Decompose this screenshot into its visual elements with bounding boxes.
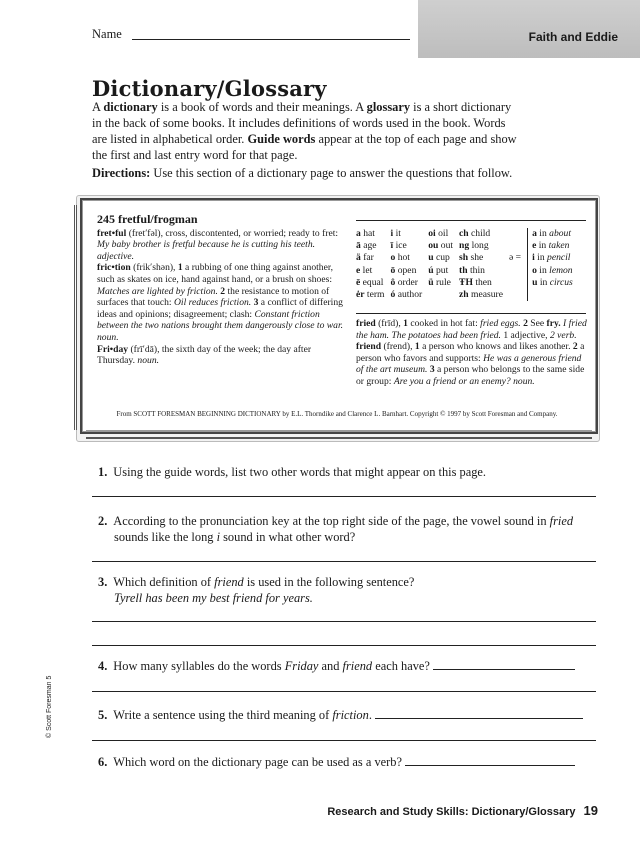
- key-row: [356, 228, 579, 240]
- schwa-symbol: [509, 277, 528, 289]
- key-cell: oi oil: [428, 228, 449, 239]
- schwa-symbol: [509, 289, 528, 301]
- key-rule-top: [356, 220, 586, 221]
- header-tab: [418, 0, 640, 58]
- key-cell: ú put: [428, 264, 449, 276]
- key-row: [356, 240, 579, 252]
- schwa-cell: e in taken: [528, 240, 579, 252]
- schwa-cell: o in lemon: [528, 265, 579, 277]
- answer-line-3a[interactable]: [92, 621, 596, 622]
- schwa-symbol: ə =: [509, 252, 522, 264]
- question-2: 2. According to the pronunciation key at the top right side of the page, the vowel sound in fried sounds like the long i sound in what other word?: [98, 514, 574, 544]
- schwa-cell: a in about: [528, 228, 579, 240]
- directions: Directions: Use this section of a dictionary page to answer the questions that follow.: [92, 166, 513, 180]
- key-cell: ou out: [428, 240, 454, 252]
- key-cell: ē equal: [356, 276, 384, 288]
- name-label: Name: [92, 27, 122, 41]
- key-cell: ėr term: [356, 289, 385, 301]
- key-cell: ī ice: [390, 240, 407, 252]
- key-cell: ä far: [356, 252, 374, 264]
- side-credit: © Scott Foresman 5: [46, 675, 53, 738]
- page-number: 19: [583, 803, 598, 818]
- key-cell: ch child: [459, 228, 491, 239]
- dictionary-left-column: [97, 214, 345, 367]
- question-1: 1. Using the guide words, list two other words that might appear on this page.: [98, 465, 486, 479]
- page-footer: Research and Study Skills: Dictionary/Glossary 19: [327, 803, 598, 818]
- key-cell: [428, 289, 459, 301]
- key-row: [356, 277, 579, 289]
- answer-line-4[interactable]: [92, 691, 596, 692]
- answer-line-3b[interactable]: [92, 645, 596, 646]
- answer-blank-5[interactable]: [375, 718, 583, 719]
- key-cell: th thin: [459, 264, 485, 276]
- intro-paragraph: A dictionary is a book of words and their meanings. A glossary is a short dictionary in the back of some books. It includes definitions of words used in the book. Words are listed in alphabetical order. Guide words appear at the top of each page and show the first and last entry word for that page.: [92, 100, 517, 162]
- key-cell: zh measure: [459, 289, 504, 301]
- key-row: [356, 289, 579, 301]
- answer-line-1[interactable]: [92, 496, 596, 497]
- tab-title: Faith and Eddie: [528, 30, 618, 44]
- schwa-cell: u in circus: [528, 277, 579, 289]
- question-5: 5. Write a sentence using the third meaning of friction.: [98, 707, 598, 723]
- key-cell: sh she: [459, 252, 484, 264]
- key-row: [356, 265, 579, 277]
- entry-friction: fric•tion (frik′shən), 1 a rubbing of one thing against another, such as skates on ice, hand against hand, or a brush on shoes: Matches are lighted by friction. 2 the resistance to motion of surfaces that touch: Oil reduces friction. 3 a conflict of differing ideas and opinions; disagreement; clash: Constant friction between the two nations brought them dangerously close to war. noun.: [97, 262, 344, 343]
- schwa-symbol: [509, 265, 528, 277]
- key-cell: ŦH then: [459, 276, 492, 288]
- answer-blank-6[interactable]: [405, 765, 575, 766]
- answer-blank-4[interactable]: [433, 669, 575, 670]
- key-row: [356, 252, 579, 264]
- entry-friday: Fri•day (frī′dā), the sixth day of the week; the day after Thursday. noun.: [97, 343, 312, 367]
- book-bottom-edge: [86, 430, 592, 439]
- schwa-cell: i in pencil: [528, 252, 579, 264]
- key-cell: a hat: [356, 228, 375, 239]
- question-3: 3. Which definition of friend is used in the following sentence? Tyrell has been my best friend for years.: [98, 575, 415, 605]
- dictionary-right-column: [356, 318, 588, 388]
- answer-line-2[interactable]: [92, 561, 596, 562]
- name-field[interactable]: [132, 39, 410, 40]
- entry-friend: friend (frend), 1 a person who knows and likes another. 2 a person who favors and supports: He was a generous friend of the art museum. 3 a person who belongs to the same side or group: Are you a friend or an enemy? noun.: [356, 341, 585, 387]
- schwa-symbol: [509, 228, 528, 240]
- key-cell: i it: [390, 228, 401, 239]
- key-cell: ü rule: [428, 276, 451, 288]
- key-cell: ó author: [390, 289, 423, 301]
- key-cell: ā age: [356, 240, 377, 252]
- dictionary-credit: From SCOTT FORESMAN BEGINNING DICTIONARY by E.L. Thorndike and Clarence L. Barnhart. Copyright © 1997 by Scott Foresman and Company.: [116, 410, 558, 418]
- question-4: 4. How many syllables do the words Friday and friend each have?: [98, 658, 598, 674]
- key-cell: u cup: [428, 252, 450, 264]
- question-3-sentence: Tyrell has been my best friend for years.: [114, 591, 313, 605]
- entry-fretful: fret•ful (fret′fəl), cross, discontented, or worried; ready to fret: My baby brother is fretful because he is cutting his teeth. adjective.: [97, 227, 339, 262]
- schwa-cell: [528, 289, 579, 301]
- pronunciation-key: [356, 228, 579, 301]
- key-cell: ng long: [459, 240, 489, 252]
- key-cell: o hot: [390, 252, 410, 264]
- key-cell: ô order: [390, 276, 418, 288]
- page-title: Dictionary/Glossary: [92, 76, 327, 101]
- answer-line-5[interactable]: [92, 740, 596, 741]
- key-rule-bottom: [356, 313, 586, 314]
- question-6: 6. Which word on the dictionary page can be used as a verb?: [98, 754, 598, 770]
- entry-fried: fried (frīd), 1 cooked in hot fat: fried eggs. 2 See fry. I fried the ham. The potatoes had been fried. 1 adjective, 2 verb.: [356, 318, 587, 341]
- guide-words: 245 fretful/frogman: [97, 212, 198, 226]
- schwa-symbol: [509, 240, 528, 252]
- key-cell: ō open: [390, 264, 417, 276]
- key-cell: e let: [356, 264, 373, 276]
